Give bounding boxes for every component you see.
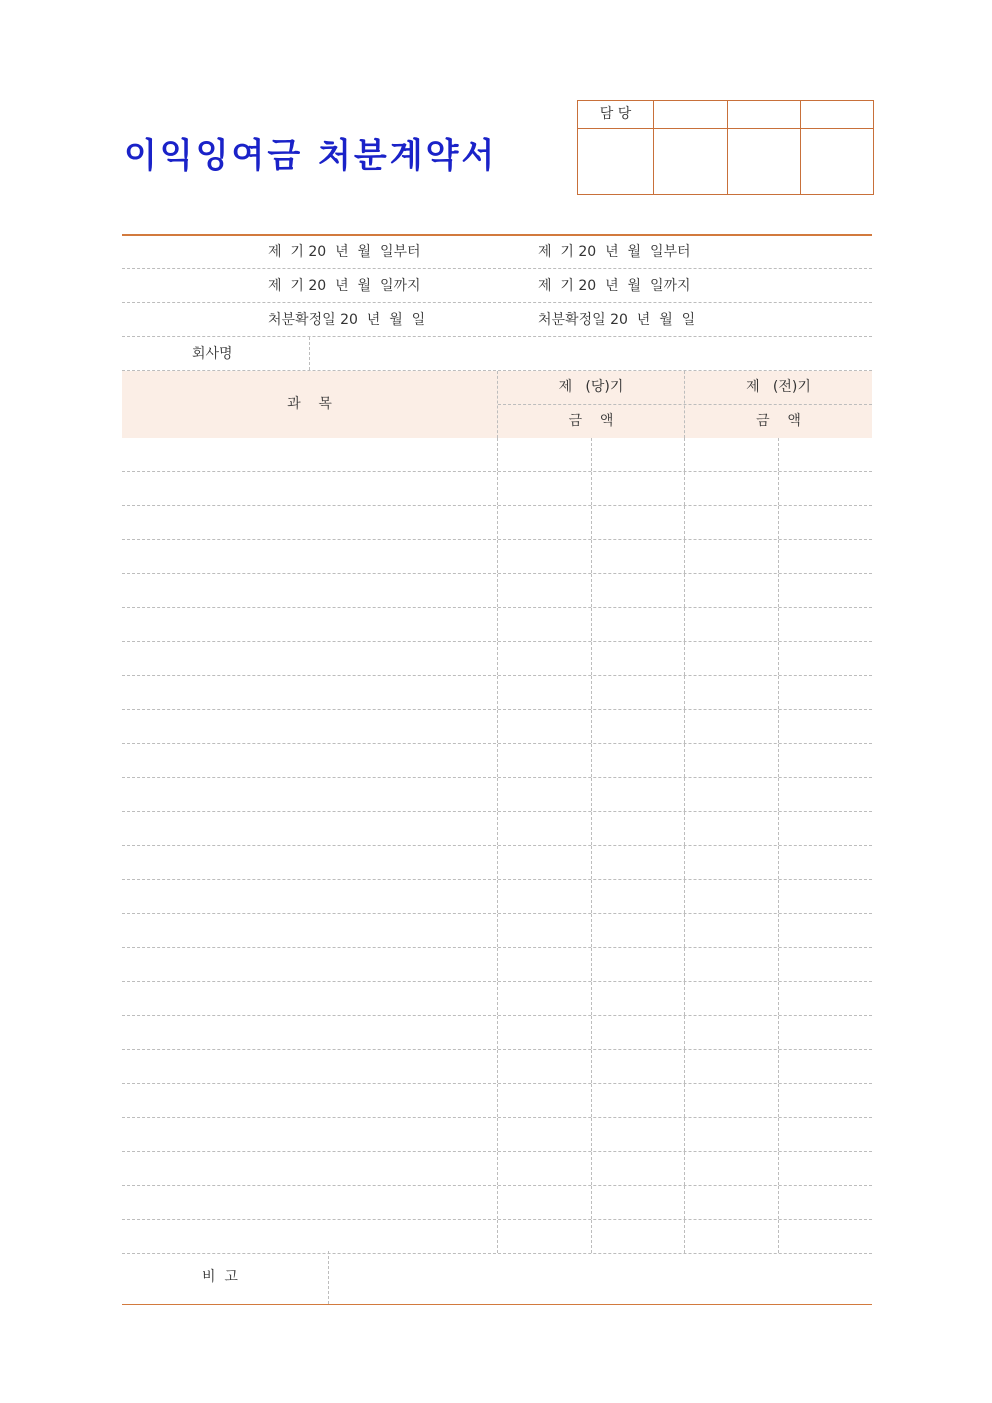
cell-divider — [497, 914, 498, 947]
cell-divider — [778, 1084, 779, 1117]
cell-divider — [591, 676, 592, 709]
cell-divider — [591, 574, 592, 607]
cell-divider — [497, 948, 498, 981]
cell-divider — [591, 540, 592, 573]
cell-divider — [591, 914, 592, 947]
previous-amount-header: 금 액 — [756, 413, 801, 429]
cell-divider — [591, 472, 592, 505]
table-row[interactable] — [122, 642, 872, 676]
table-row[interactable] — [122, 1050, 872, 1084]
cell-divider — [778, 744, 779, 777]
cell-divider — [684, 914, 685, 947]
approval-sign-cell[interactable] — [578, 129, 653, 195]
table-row[interactable] — [122, 914, 872, 948]
approval-box — [577, 100, 874, 195]
cell-divider — [778, 778, 779, 811]
cell-divider — [497, 982, 498, 1015]
table-row[interactable] — [122, 1118, 872, 1152]
cell-divider — [591, 1016, 592, 1049]
table-row[interactable] — [122, 540, 872, 574]
confirm-date-left[interactable]: 처분확정일 20 년 월 일 — [268, 312, 426, 328]
cell-divider — [778, 574, 779, 607]
cell-divider — [684, 574, 685, 607]
cell-divider — [591, 642, 592, 675]
cell-divider — [591, 710, 592, 743]
cell-divider — [591, 1220, 592, 1253]
cell-divider — [497, 1016, 498, 1049]
cell-divider — [591, 506, 592, 539]
subject-header: 과 목 — [287, 396, 332, 412]
cell-divider — [591, 608, 592, 641]
company-row — [122, 337, 872, 371]
cell-divider — [684, 1186, 685, 1219]
cell-divider — [497, 574, 498, 607]
table-row[interactable] — [122, 778, 872, 812]
cell-divider — [684, 1084, 685, 1117]
cell-divider — [778, 540, 779, 573]
table-row[interactable] — [122, 1016, 872, 1050]
approval-sign-cell[interactable] — [800, 129, 873, 195]
period-row-end — [122, 269, 872, 303]
cell-divider — [778, 1152, 779, 1185]
cell-divider — [497, 1050, 498, 1083]
previous-period-header: 제 (전)기 — [746, 379, 811, 395]
cell-divider — [497, 1084, 498, 1117]
period-end-right[interactable]: 제 기 20 년 월 일까지 — [538, 278, 691, 294]
table-row[interactable] — [122, 710, 872, 744]
cell-divider — [684, 608, 685, 641]
cell-divider — [497, 676, 498, 709]
table-row[interactable] — [122, 438, 872, 472]
cell-divider — [778, 1118, 779, 1151]
remarks-label: 비 고 — [202, 1269, 238, 1285]
cell-divider — [591, 778, 592, 811]
cell-divider — [778, 1220, 779, 1253]
table-row[interactable] — [122, 744, 872, 778]
cell-divider — [684, 880, 685, 913]
approval-sign-cell[interactable] — [727, 129, 800, 195]
cell-divider — [684, 642, 685, 675]
cell-divider — [778, 438, 779, 471]
table-row[interactable] — [122, 948, 872, 982]
cell-divider — [497, 1186, 498, 1219]
table-row[interactable] — [122, 1220, 872, 1254]
table-header — [122, 371, 872, 438]
cell-divider — [591, 812, 592, 845]
cell-divider — [684, 778, 685, 811]
cell-divider — [778, 676, 779, 709]
cell-divider — [778, 812, 779, 845]
cell-divider — [497, 472, 498, 505]
cell-divider — [778, 710, 779, 743]
remarks-row — [122, 1251, 872, 1304]
cell-divider — [497, 1118, 498, 1151]
table-row[interactable] — [122, 506, 872, 540]
current-amount-header: 금 액 — [568, 413, 614, 429]
company-divider — [309, 337, 310, 370]
company-label: 회사명 — [192, 346, 233, 362]
cell-divider — [497, 710, 498, 743]
cell-divider — [684, 472, 685, 505]
remarks-divider — [328, 1251, 329, 1304]
table-row[interactable] — [122, 982, 872, 1016]
cell-divider — [591, 438, 592, 471]
approval-label: 담 당 — [599, 106, 632, 122]
cell-divider — [778, 642, 779, 675]
cell-divider — [684, 744, 685, 777]
cell-divider — [497, 1152, 498, 1185]
period-row-start — [122, 235, 872, 269]
cell-divider — [497, 880, 498, 913]
cell-divider — [497, 608, 498, 641]
cell-divider — [684, 1118, 685, 1151]
cell-divider — [497, 642, 498, 675]
cell-divider — [497, 506, 498, 539]
cell-divider — [591, 846, 592, 879]
current-period-header: 제 (당)기 — [558, 379, 624, 395]
cell-divider — [778, 982, 779, 1015]
cell-divider — [591, 880, 592, 913]
cell-divider — [684, 506, 685, 539]
cell-divider — [497, 438, 498, 471]
cell-divider — [684, 540, 685, 573]
cell-divider — [684, 1152, 685, 1185]
cell-divider — [778, 914, 779, 947]
table-row[interactable] — [122, 880, 872, 914]
period-row-confirm — [122, 303, 872, 337]
cell-divider — [684, 710, 685, 743]
page-title: 이익잉여금 처분계약서 — [124, 136, 498, 176]
cell-divider — [778, 846, 779, 879]
cell-divider — [591, 948, 592, 981]
bottom-rule — [122, 1304, 872, 1305]
cell-divider — [778, 948, 779, 981]
cell-divider — [497, 778, 498, 811]
cell-divider — [684, 846, 685, 879]
table-row[interactable] — [122, 472, 872, 506]
cell-divider — [684, 812, 685, 845]
cell-divider — [684, 1016, 685, 1049]
cell-divider — [684, 948, 685, 981]
cell-divider — [778, 1186, 779, 1219]
table-row[interactable] — [122, 1186, 872, 1220]
period-start-right[interactable]: 제 기 20 년 월 일부터 — [538, 244, 691, 260]
table-row[interactable] — [122, 1152, 872, 1186]
table-row[interactable] — [122, 1084, 872, 1118]
cell-divider — [684, 676, 685, 709]
cell-divider — [684, 1050, 685, 1083]
cell-divider — [778, 608, 779, 641]
cell-divider — [591, 982, 592, 1015]
confirm-date-right[interactable]: 처분확정일 20 년 월 일 — [538, 312, 696, 328]
cell-divider — [591, 1084, 592, 1117]
cell-divider — [684, 438, 685, 471]
approval-sign-cell[interactable] — [653, 129, 727, 195]
cell-divider — [497, 812, 498, 845]
table-row[interactable] — [122, 574, 872, 608]
cell-divider — [591, 1186, 592, 1219]
table-row[interactable] — [122, 846, 872, 880]
cell-divider — [778, 506, 779, 539]
cell-divider — [497, 846, 498, 879]
cell-divider — [778, 1016, 779, 1049]
cell-divider — [778, 880, 779, 913]
period-start-left[interactable]: 제 기 20 년 월 일부터 — [268, 244, 421, 260]
cell-divider — [591, 1050, 592, 1083]
cell-divider — [778, 1050, 779, 1083]
cell-divider — [778, 472, 779, 505]
table-row[interactable] — [122, 676, 872, 710]
cell-divider — [591, 744, 592, 777]
cell-divider — [684, 1220, 685, 1253]
cell-divider — [684, 982, 685, 1015]
cell-divider — [497, 1220, 498, 1253]
table-row[interactable] — [122, 608, 872, 642]
cell-divider — [591, 1118, 592, 1151]
cell-divider — [497, 744, 498, 777]
period-end-left[interactable]: 제 기 20 년 월 일까지 — [268, 278, 421, 294]
cell-divider — [497, 540, 498, 573]
cell-divider — [591, 1152, 592, 1185]
table-row[interactable] — [122, 812, 872, 846]
